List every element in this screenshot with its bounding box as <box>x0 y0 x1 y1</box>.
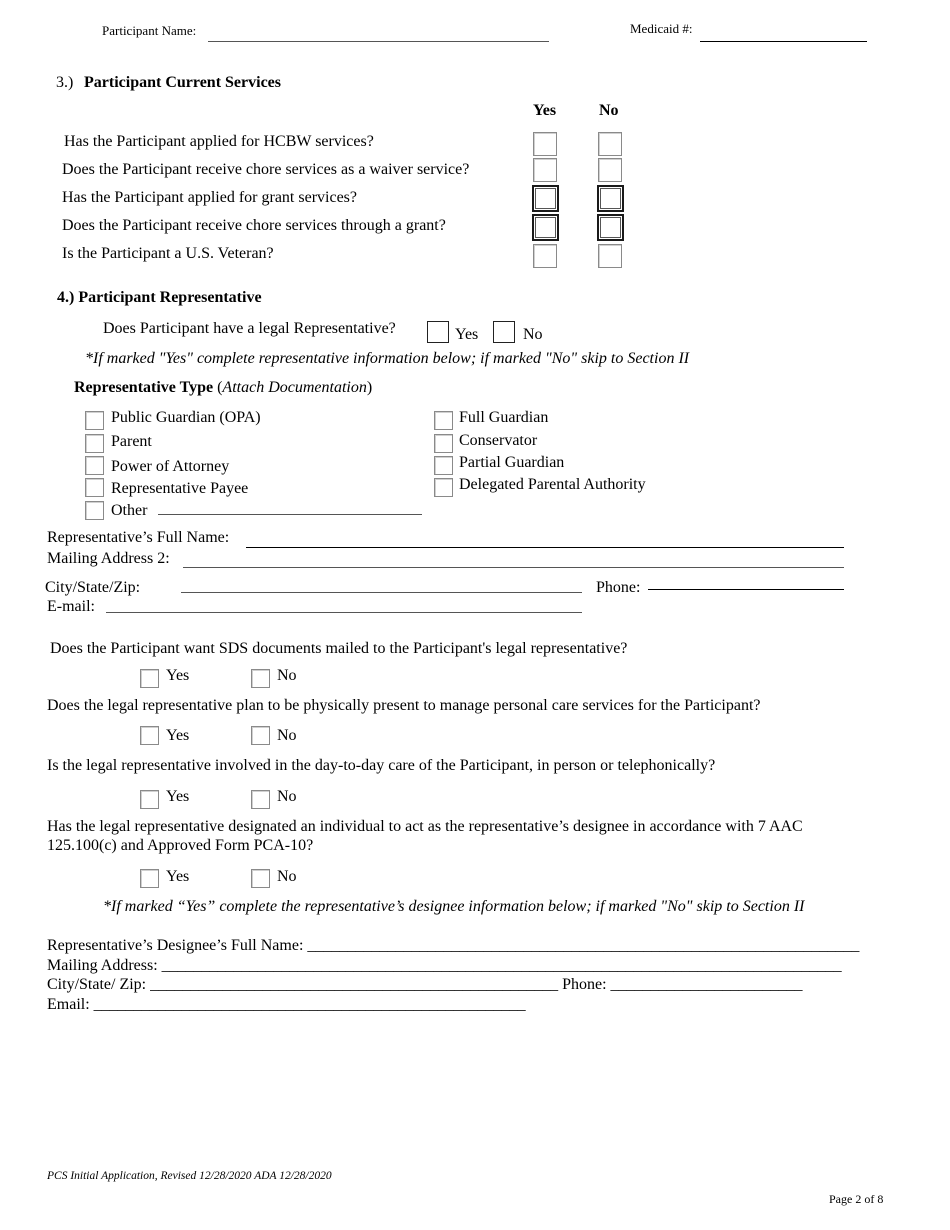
rep-city-field[interactable] <box>181 592 582 593</box>
legal-rep-note: *If marked "Yes" complete representative information below; if marked "No" skip to Section II <box>85 350 690 367</box>
conservator-checkbox[interactable] <box>434 434 453 453</box>
participant-name-label: Participant Name: <box>102 23 197 38</box>
legal-rep-question: Does Participant have a legal Representative? <box>103 320 396 337</box>
rep-type-paren-open: ( <box>217 379 223 396</box>
col-no-header: No <box>599 102 619 119</box>
designee-email[interactable]: Email: ______________________________________________________ <box>47 996 526 1013</box>
rep-phone-label: Phone: <box>596 579 641 596</box>
designee-mailing[interactable]: Mailing Address: _____________________________________________________________________________________ <box>47 957 842 974</box>
day-to-day-yes-checkbox[interactable] <box>140 790 159 809</box>
designee-full-name[interactable]: Representative’s Designee’s Full Name: _____________________________________________________________________ <box>47 937 860 954</box>
rep-mailing2-field[interactable] <box>183 567 844 568</box>
sds-mailed-yes-label: Yes <box>166 667 190 684</box>
veteran-yes-checkbox[interactable] <box>533 244 557 268</box>
public-guardian-label: Public Guardian (OPA) <box>111 409 261 426</box>
rep-city-label: City/State/Zip: <box>45 579 141 596</box>
footer-revision: PCS Initial Application, Revised 12/28/2020 ADA 12/28/2020 <box>47 1170 332 1182</box>
full-guardian-label: Full Guardian <box>459 409 549 426</box>
sds-mailed-no-label: No <box>277 667 297 684</box>
medicaid-field[interactable] <box>700 41 867 42</box>
rep-payee-label: Representative Payee <box>111 480 249 497</box>
question-designee-line2: 125.100(c) and Approved Form PCA-10? <box>47 837 314 854</box>
day-to-day-yes-label: Yes <box>166 788 190 805</box>
designee-yes-label: Yes <box>166 868 190 885</box>
hcbw-no-checkbox[interactable] <box>598 132 622 156</box>
chore-grant-no-checkbox[interactable] <box>597 214 624 241</box>
medicaid-label: Medicaid #: <box>630 21 693 36</box>
parent-label: Parent <box>111 433 152 450</box>
rep-email-field[interactable] <box>106 612 582 613</box>
participant-name-field[interactable] <box>208 41 549 42</box>
chore-waiver-no-checkbox[interactable] <box>598 158 622 182</box>
rep-phone-field[interactable] <box>648 589 844 590</box>
grant-applied-yes-checkbox[interactable] <box>532 185 559 212</box>
physically-present-no-checkbox[interactable] <box>251 726 270 745</box>
section4-title: 4.) Participant Representative <box>57 289 262 306</box>
rep-mailing2-label: Mailing Address 2: <box>47 550 170 567</box>
designee-no-label: No <box>277 868 297 885</box>
other-field[interactable] <box>158 514 422 515</box>
question-designee-line1: Has the legal representative designated an individual to act as the representative’s designee in accordance with 7 AAC <box>47 818 803 835</box>
day-to-day-no-label: No <box>277 788 297 805</box>
grant-applied-no-checkbox[interactable] <box>597 185 624 212</box>
question-chore-grant: Does the Participant receive chore services through a grant? <box>62 217 446 234</box>
question-hcbw: Has the Participant applied for HCBW services? <box>64 133 374 150</box>
conservator-label: Conservator <box>459 432 538 449</box>
delegated-parental-checkbox[interactable] <box>434 478 453 497</box>
section3-title: Participant Current Services <box>84 74 281 91</box>
section3-number: 3.) <box>56 74 74 91</box>
hcbw-yes-checkbox[interactable] <box>533 132 557 156</box>
legal-rep-no-checkbox[interactable] <box>493 321 515 343</box>
legal-rep-no-label: No <box>523 326 543 343</box>
rep-full-name-field[interactable] <box>246 547 844 548</box>
question-chore-waiver: Does the Participant receive chore services as a waiver service? <box>62 161 470 178</box>
parent-checkbox[interactable] <box>85 434 104 453</box>
other-checkbox[interactable] <box>85 501 104 520</box>
sds-mailed-no-checkbox[interactable] <box>251 669 270 688</box>
veteran-no-checkbox[interactable] <box>598 244 622 268</box>
public-guardian-checkbox[interactable] <box>85 411 104 430</box>
rep-type-paren-close: ) <box>366 379 373 396</box>
other-label: Other <box>111 502 148 519</box>
legal-rep-yes-checkbox[interactable] <box>427 321 449 343</box>
legal-rep-yes-label: Yes <box>455 326 479 343</box>
sds-mailed-yes-checkbox[interactable] <box>140 669 159 688</box>
partial-guardian-label: Partial Guardian <box>459 454 565 471</box>
page-number: Page 2 of 8 <box>829 1192 884 1206</box>
physically-present-yes-checkbox[interactable] <box>140 726 159 745</box>
delegated-parental-label: Delegated Parental Authority <box>459 476 646 493</box>
rep-type-heading <box>74 379 372 397</box>
day-to-day-no-checkbox[interactable] <box>251 790 270 809</box>
question-day-to-day: Is the legal representative involved in the day-to-day care of the Participant, in person or telephonically? <box>47 757 716 774</box>
question-veteran: Is the Participant a U.S. Veteran? <box>62 245 274 262</box>
physically-present-no-label: No <box>277 727 297 744</box>
designee-no-checkbox[interactable] <box>251 869 270 888</box>
power-of-attorney-label: Power of Attorney <box>111 458 230 475</box>
full-guardian-checkbox[interactable] <box>434 411 453 430</box>
col-yes-header: Yes <box>533 102 557 119</box>
physically-present-yes-label: Yes <box>166 727 190 744</box>
designee-yes-checkbox[interactable] <box>140 869 159 888</box>
rep-email-label: E-mail: <box>47 598 95 615</box>
rep-type-attach: Attach Documentation <box>222 379 367 396</box>
rep-full-name-label: Representative’s Full Name: <box>47 529 230 546</box>
power-of-attorney-checkbox[interactable] <box>85 456 104 475</box>
chore-grant-yes-checkbox[interactable] <box>532 214 559 241</box>
question-grant-applied: Has the Participant applied for grant services? <box>62 189 357 206</box>
rep-payee-checkbox[interactable] <box>85 478 104 497</box>
designee-city-phone[interactable]: City/State/ Zip: ___________________________________________________ Phone: ________________________ <box>47 976 803 993</box>
rep-type-label: Representative Type <box>74 379 214 396</box>
chore-waiver-yes-checkbox[interactable] <box>533 158 557 182</box>
designee-note: *If marked “Yes” complete the representative’s designee information below; if marked "No" skip to Section II <box>103 898 805 915</box>
partial-guardian-checkbox[interactable] <box>434 456 453 475</box>
question-physically-present: Does the legal representative plan to be physically present to manage personal care services for the Participant? <box>47 697 761 714</box>
question-sds-mailed: Does the Participant want SDS documents mailed to the Participant's legal representative? <box>50 640 628 657</box>
